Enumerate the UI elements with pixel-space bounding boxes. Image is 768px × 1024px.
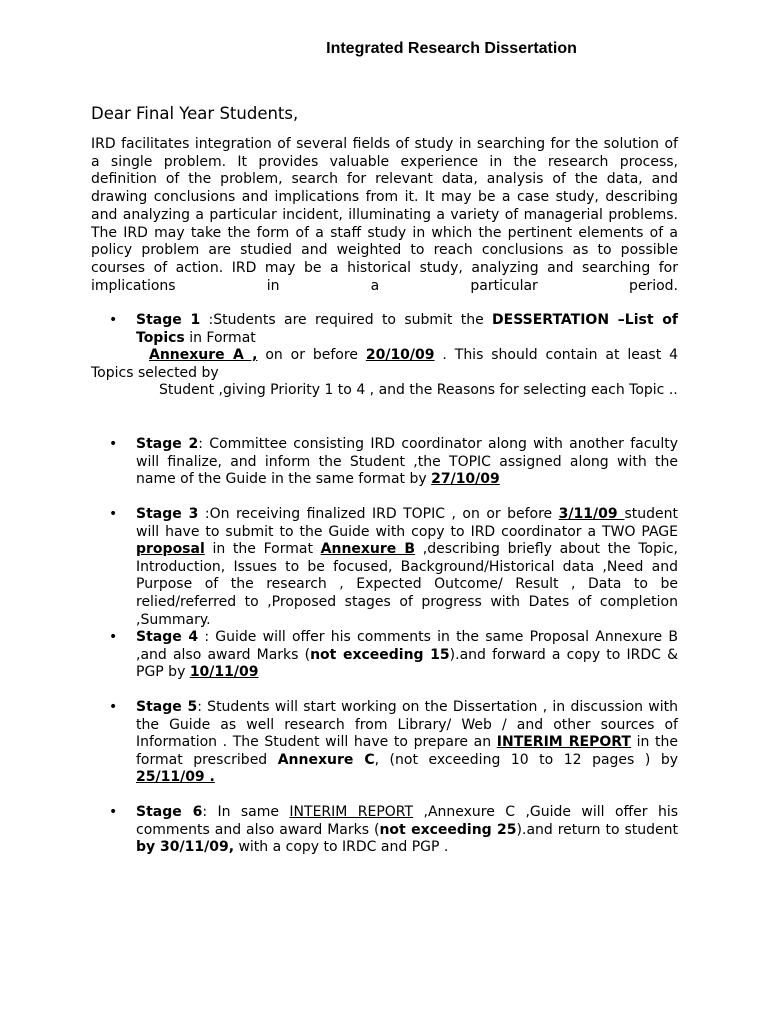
interim-report: INTERIM REPORT (289, 804, 414, 820)
stage-4-bold: not exceeding 15 (310, 646, 450, 663)
stage-6-bold: not exceeding 25 (379, 821, 517, 838)
stage-3-date: 3/11/09 (558, 506, 625, 522)
stage-3-item (109, 506, 679, 629)
stage-3-text: student will have to submit to the Guide with copy to IRD coordinator a TWO PAGE (136, 506, 679, 540)
stage-4-date: 10/11/09 (189, 664, 259, 681)
stage-5-item (109, 699, 678, 787)
stage-1-item (109, 312, 678, 347)
interim-report: INTERIM REPORT (496, 734, 631, 751)
stage-1-text: Student ,giving Priority 1 to 4 , and the Reasons for selecting each Topic .. (159, 382, 678, 399)
stage-6-text: : In same (202, 804, 290, 820)
annexure-c: Annexure C (277, 751, 375, 768)
stage-2-text: : Committee consisting IRD coordinator along with another faculty will finalize, and inform the Student ,the TOPIC assigned along with the name of the Guide in the same format by (136, 436, 678, 488)
greeting: Dear Final Year Students, (91, 104, 299, 123)
stage-5-text: : Students will start working on the Dissertation , in discussion with the Guide as well research from Library/ Web / and other sources of Information . The Student will have to prepare an (136, 699, 678, 751)
bullet-icon: • (109, 312, 118, 328)
stage-2-item (109, 436, 678, 489)
stage-4-item (109, 629, 678, 682)
bullet-icon: • (109, 506, 118, 522)
stage-3-text: :On receiving finalized IRD TOPIC , on or before (198, 506, 559, 522)
bullet-icon: • (109, 699, 118, 715)
stage-1-text: . This should contain at least 4 Topics selected by (91, 347, 679, 381)
proposal-text: proposal (136, 541, 205, 558)
stage-5-text: in the format prescribed (136, 734, 678, 768)
stage-1-text: :Students are required to submit the (200, 312, 493, 328)
annexure-b: Annexure B (320, 541, 416, 558)
stage-6-date: by 30/11/09, (136, 839, 235, 856)
stage-4-text: ).and forward a copy to IRDC & PGP by (136, 646, 678, 681)
stage-2-label: Stage 2 (136, 436, 199, 452)
stage-4-text: : Guide will offer his comments in the same Proposal Annexure B ,and also award Marks ( (136, 629, 678, 663)
document-title: Integrated Research Dissertation (326, 40, 577, 57)
stage-1-label: Stage 1 (136, 312, 201, 328)
bullet-icon: • (109, 804, 118, 820)
stage-1-bold: DESSERTATION –List of Topics (136, 312, 678, 346)
bullet-icon: • (109, 629, 118, 645)
stage-3-text: in the Format (204, 541, 321, 558)
stage-5-text: , (not exceeding 10 to 12 pages ) by (374, 751, 678, 768)
stage-5-label: Stage 5 (136, 699, 198, 715)
intro-paragraph: IRD facilitates integration of several fields of study in searching for the solution of a single problem. It provides valuable experience in the research process, definition of the problem, search for relevant data, analysis of the data, and drawing conclusions and implications from it. It may be a case study, describing and analyzing a particular incident, illuminating a variety of managerial problems. The IRD may take the form of a staff study in which the pertinent elements of a policy problem are studied and weighted to reach conclusions as to possible courses of action. IRD may be a historical study, analyzing and searching for implications in a particular period. (91, 136, 678, 294)
stage-3-label: Stage 3 (136, 506, 199, 522)
stage-6-label: Stage 6 (136, 804, 203, 820)
stage-1-text: on or before (257, 347, 366, 363)
stage-4-label: Stage 4 (136, 629, 199, 645)
stage-6-text: with a copy to IRDC and PGP . (234, 839, 449, 856)
stage-6-text: ,Annexure C ,Guide will offer his comments and also award Marks ( (136, 804, 679, 838)
stage-3-text: ,describing briefly about the Topic, Introduction, Issues to be focused, Background/Historical data ,Need and Purpose of the research , Expected Outcome/ Result , Data to be relied/referred to ,Proposed stages of progress with Dates of completion ,Summary. (136, 541, 679, 628)
stage-5-date: 25/11/09 . (136, 769, 215, 786)
bullet-icon: • (109, 436, 118, 452)
stage-1-text: in Format (184, 329, 256, 346)
stage-2-date: 27/10/09 (431, 471, 500, 488)
stage-6-item (109, 804, 679, 857)
stage-1-cont (91, 347, 678, 400)
stage-6-text: ).and return to student (516, 821, 678, 838)
stage-1-date: 20/10/09 (365, 347, 435, 363)
annexure-a: Annexure A , (149, 347, 258, 363)
